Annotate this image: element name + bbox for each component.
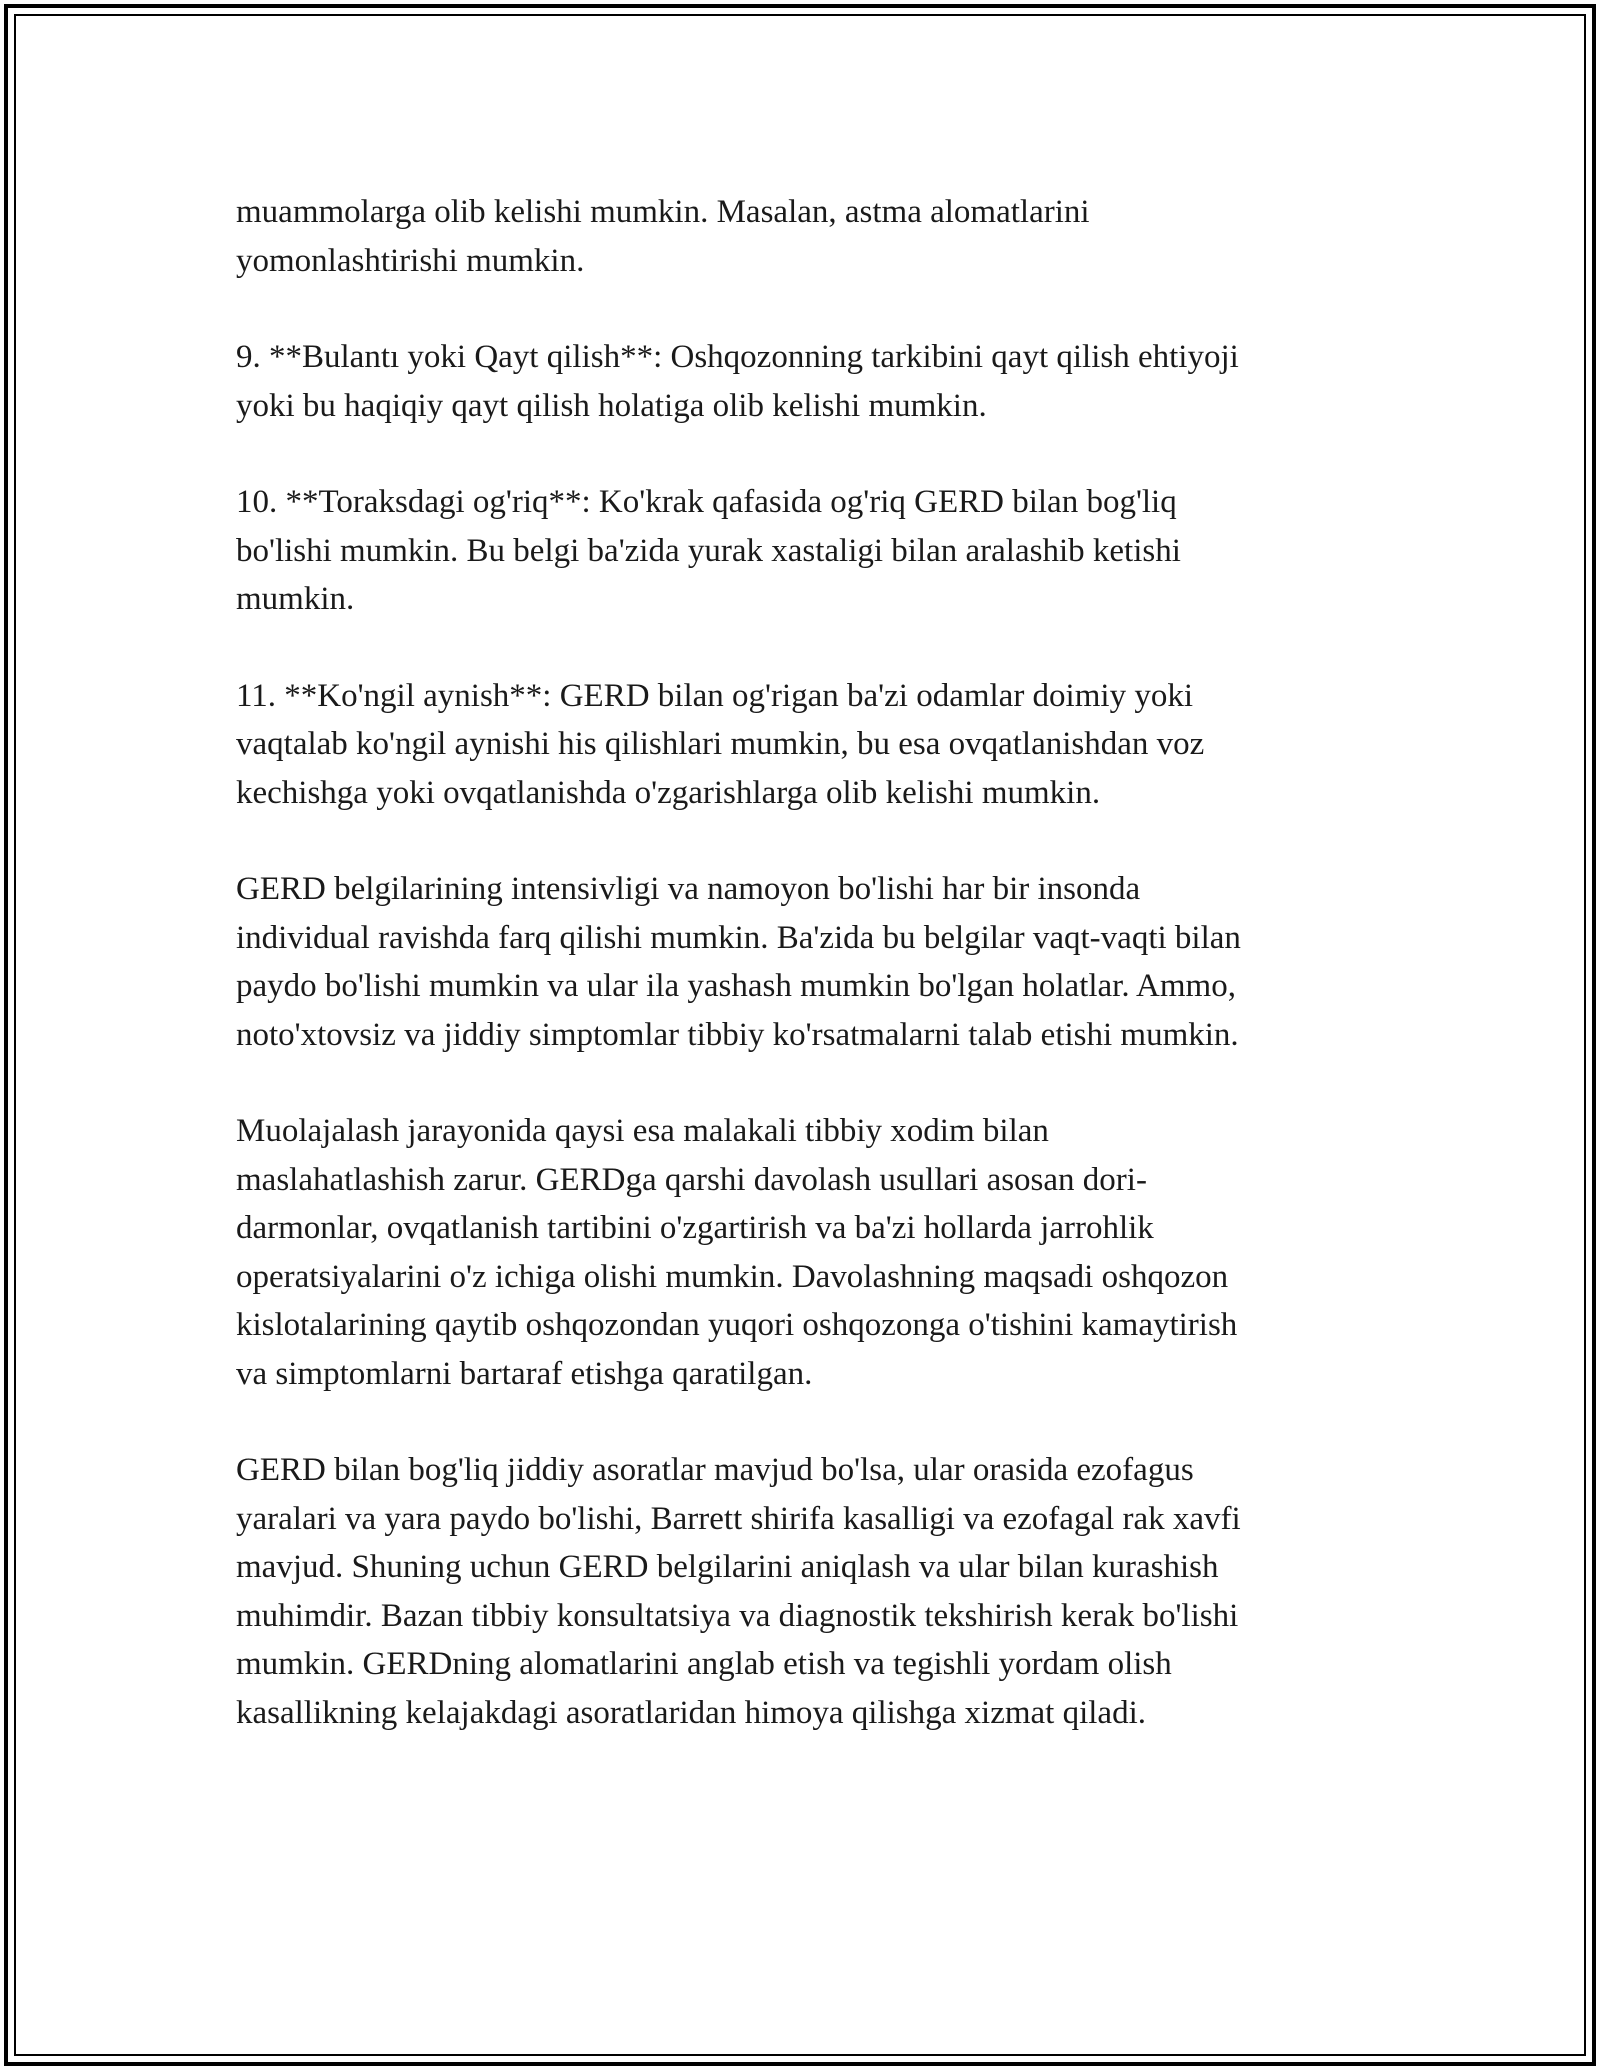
text-line: muammolarga olib kelishi mumkin. Masalan, astma alomatlarini bbox=[236, 194, 1090, 230]
text-line: noto'xtovsiz va jiddiy simptomlar tibbiy ko'rsatmalarni talab etishi mumkin. bbox=[236, 1016, 1239, 1053]
paragraph-treatment bbox=[236, 1107, 1366, 1398]
list-item-9 bbox=[236, 333, 1366, 430]
text-line: 9. **Bulantı yoki Qayt qilish**: Oshqozonning tarkibini qayt qilish ehtiyoji bbox=[236, 339, 1239, 375]
text-line: kislotalarining qaytib oshqozondan yuqori oshqozonga o'tishini kamaytirish bbox=[236, 1307, 1238, 1343]
text-line: kasallikning kelajakdagi asoratlaridan himoya qilishga xizmat qiladi. bbox=[236, 1694, 1146, 1731]
text-line: mumkin. bbox=[236, 581, 355, 617]
text-line: GERD bilan bog'liq jiddiy asoratlar mavjud bo'lsa, ular orasida ezofagus bbox=[236, 1452, 1194, 1488]
text-line: paydo bo'lishi mumkin va ular ila yashash mumkin bo'lgan holatlar. Ammo, bbox=[236, 968, 1236, 1004]
text-line: kechishga yoki ovqatlanishda o'zgarishlarga olib kelishi mumkin. bbox=[236, 774, 1101, 811]
paragraph-intensity bbox=[236, 865, 1366, 1059]
list-item-11 bbox=[236, 672, 1366, 818]
text-line: operatsiyalarini o'z ichiga olishi mumkin. Davolashning maqsadi oshqozon bbox=[236, 1258, 1229, 1295]
text-line: maslahatlashish zarur. GERDga qarshi davolash usullari asosan dori- bbox=[236, 1161, 1147, 1198]
text-line: 10. **Toraksdagi og'riq**: Ko'krak qafasida og'riq GERD bilan bog'liq bbox=[236, 484, 1177, 520]
text-line: va simptomlarni bartaraf etishga qaratilgan. bbox=[236, 1355, 813, 1392]
text-line: individual ravishda farq qilishi mumkin. Ba'zida bu belgilar vaqt-vaqti bilan bbox=[236, 919, 1241, 956]
text-line: 11. **Ko'ngil aynish**: GERD bilan og'rigan ba'zi odamlar doimiy yoki bbox=[236, 677, 1193, 714]
text-line: yomonlashtirishi mumkin. bbox=[236, 242, 585, 279]
text-line: yaralari va yara paydo bo'lishi, Barrett shirifa kasalligi va ezofagal rak xavfi bbox=[236, 1500, 1241, 1537]
text-line: vaqtalab ko'ngil aynishi his qilishlari mumkin, bu esa ovqatlanishdan voz bbox=[236, 726, 1205, 762]
document-body bbox=[236, 188, 1366, 1785]
text-line: muhimdir. Bazan tibbiy konsultatsiya va diagnostik tekshirish kerak bo'lishi bbox=[236, 1597, 1239, 1634]
text-line: mumkin. GERDning alomatlarini anglab etish va tegishli yordam olish bbox=[236, 1646, 1172, 1682]
list-item-10 bbox=[236, 478, 1366, 624]
text-line: GERD belgilarining intensivligi va namoyon bo'lishi har bir insonda bbox=[236, 871, 1141, 907]
text-line: mavjud. Shuning uchun GERD belgilarini aniqlash va ular bilan kurashish bbox=[236, 1549, 1219, 1585]
paragraph-complications bbox=[236, 1446, 1366, 1737]
text-line: yoki bu haqiqiy qayt qilish holatiga olib kelishi mumkin. bbox=[236, 387, 987, 424]
text-line: bo'lishi mumkin. Bu belgi ba'zida yurak xastaligi bilan aralashib ketishi bbox=[236, 532, 1181, 569]
paragraph-astma-continuation bbox=[236, 188, 1366, 285]
text-line: darmonlar, ovqatlanish tartibini o'zgartirish va ba'zi hollarda jarrohlik bbox=[236, 1210, 1154, 1246]
text-line: Muolajalash jarayonida qaysi esa malakali tibbiy xodim bilan bbox=[236, 1113, 1049, 1149]
